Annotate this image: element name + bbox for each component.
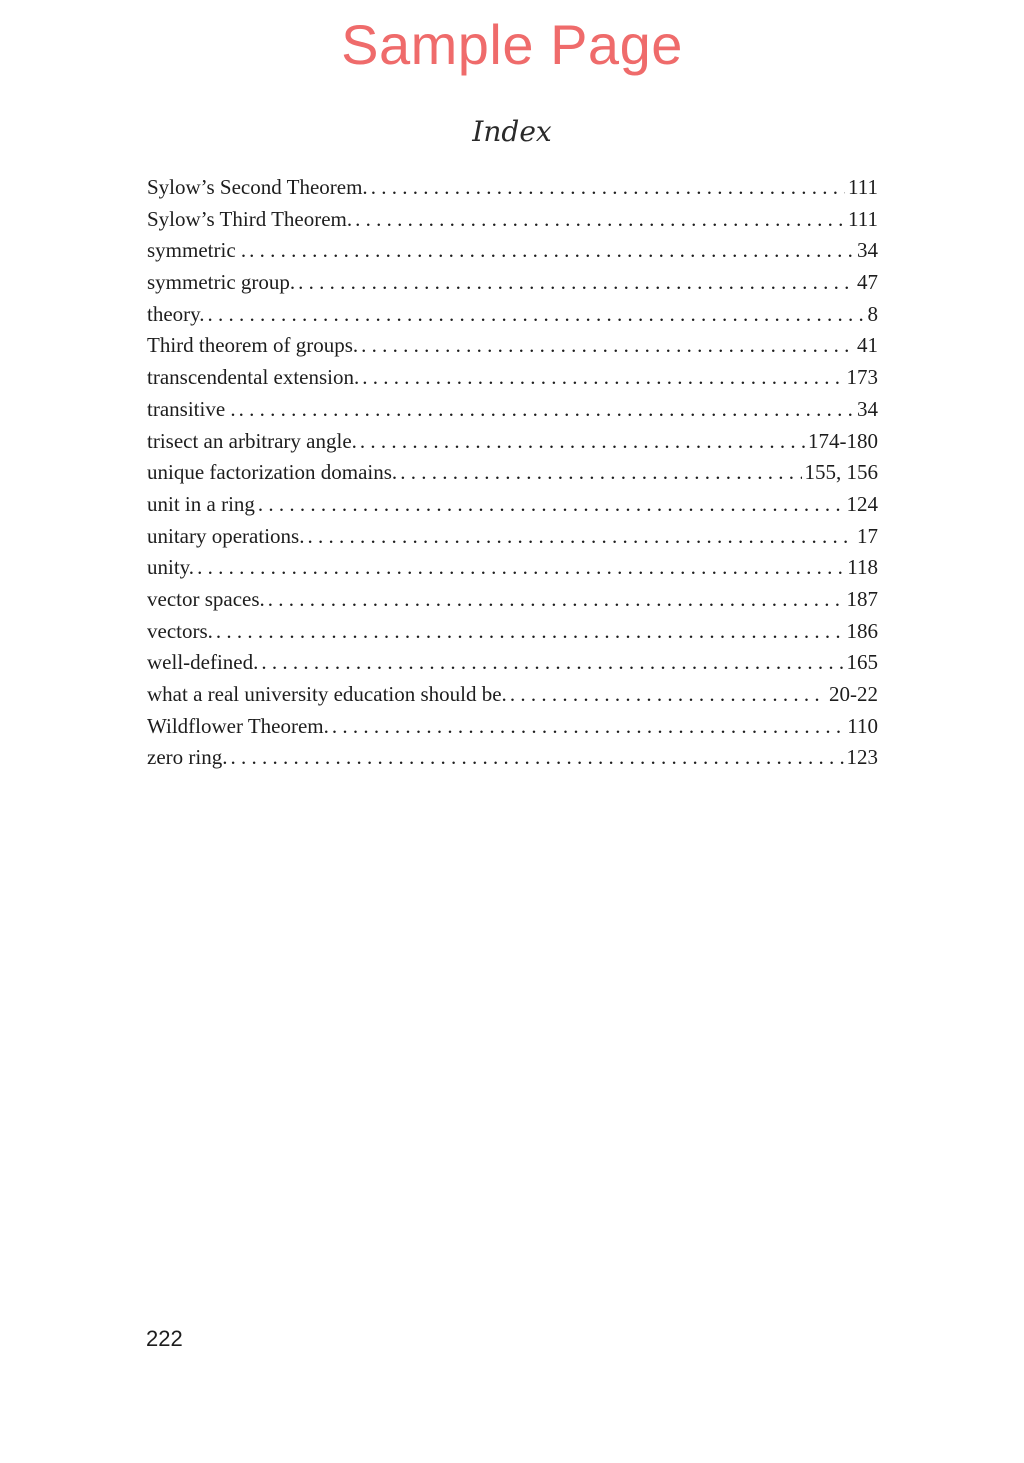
index-page-ref: 110 xyxy=(847,713,878,738)
index-term: unity. xyxy=(147,555,195,580)
dot-leader xyxy=(268,584,844,616)
index-term: symmetric . xyxy=(147,238,247,263)
dot-leader xyxy=(298,267,854,299)
index-page-ref: 111 xyxy=(848,206,878,231)
index-page-ref: 186 xyxy=(846,618,878,643)
sample-page-watermark: Sample Page xyxy=(341,13,683,76)
dot-leader xyxy=(371,172,845,204)
index-term: Sylow’s Second Theorem. xyxy=(147,175,368,199)
index-entry xyxy=(147,172,878,204)
index-entry xyxy=(147,299,878,331)
index-entry xyxy=(147,330,878,362)
index-term: Wildflower Theorem. xyxy=(147,713,329,738)
index-entry xyxy=(147,584,878,616)
index-entry xyxy=(147,362,878,394)
index-term: unitary operations. xyxy=(147,523,305,548)
index-page-ref: 34 xyxy=(857,396,878,421)
index-term: transcendental extension. xyxy=(147,365,360,390)
index-entry-list xyxy=(147,172,878,774)
dot-leader xyxy=(239,394,854,426)
index-page-ref: 165 xyxy=(846,650,878,675)
index-entry xyxy=(147,679,878,711)
index-entry xyxy=(147,426,878,458)
index-term: unit in a ring xyxy=(147,491,255,516)
index-term: Third theorem of groups. xyxy=(147,333,359,358)
dot-leader xyxy=(360,426,805,458)
index-term: trisect an arbitrary angle. xyxy=(147,428,357,453)
index-page-ref: 47 xyxy=(857,270,878,295)
index-entry xyxy=(147,204,878,236)
index-entry xyxy=(147,235,878,267)
index-entry xyxy=(147,394,878,426)
index-page-ref: 187 xyxy=(846,586,878,611)
index-page-ref: 34 xyxy=(857,238,878,263)
index-term: vector spaces. xyxy=(147,586,265,611)
index-term: Sylow’s Third Theorem. xyxy=(147,206,353,231)
index-page-ref: 173 xyxy=(846,365,878,390)
page-number: 222 xyxy=(146,1326,183,1351)
index-entry xyxy=(147,616,878,648)
dot-leader xyxy=(355,204,845,236)
index-page-ref: 17 xyxy=(857,523,878,548)
dot-leader xyxy=(361,330,854,362)
dot-leader xyxy=(332,711,844,743)
index-term: unique factorization domains. xyxy=(147,460,398,485)
index-title: Index xyxy=(472,115,552,148)
index-entry xyxy=(147,711,878,743)
index-page-ref: 8 xyxy=(867,301,878,326)
dot-leader xyxy=(258,489,844,521)
index-entry xyxy=(147,489,878,521)
dot-leader xyxy=(230,742,843,774)
index-entry xyxy=(147,647,878,679)
index-term: theory. xyxy=(147,301,205,326)
index-term: transitive . xyxy=(147,396,236,421)
dot-leader xyxy=(216,616,844,648)
index-page-ref: 123 xyxy=(846,745,878,770)
dot-leader xyxy=(197,552,844,584)
index-page-ref: 155, 156 xyxy=(804,460,878,485)
index-page-ref: 174-180 xyxy=(808,428,878,453)
dot-leader xyxy=(249,235,854,267)
index-page-ref: 20-22 xyxy=(829,682,878,706)
index-page-ref: 41 xyxy=(857,333,878,358)
dot-leader xyxy=(261,647,843,679)
dot-leader xyxy=(307,521,854,553)
dot-leader xyxy=(510,679,826,711)
dot-leader xyxy=(208,299,865,331)
index-entry xyxy=(147,742,878,774)
index-entry xyxy=(147,267,878,299)
index-term: vectors. xyxy=(147,618,213,643)
index-term: symmetric group. xyxy=(147,270,296,295)
index-entry xyxy=(147,457,878,489)
index-page-ref: 118 xyxy=(847,555,878,580)
index-entry xyxy=(147,552,878,584)
dot-leader xyxy=(400,457,801,489)
index-page-ref: 111 xyxy=(848,175,878,199)
dot-leader xyxy=(362,362,843,394)
index-term: what a real university education should be. xyxy=(147,682,507,706)
index-entry xyxy=(147,521,878,553)
index-page-ref: 124 xyxy=(846,491,878,516)
index-term: well-defined. xyxy=(147,650,259,675)
index-term: zero ring. xyxy=(147,745,228,770)
